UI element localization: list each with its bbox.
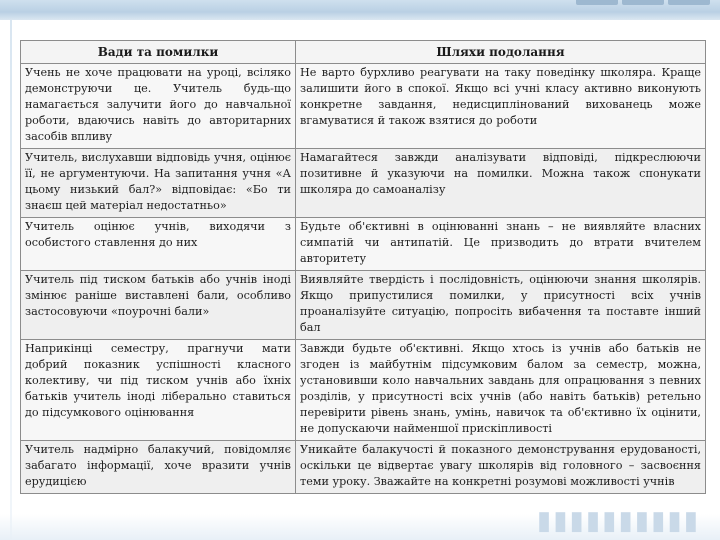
solution-cell: Не варто бурхливо реагувати на таку поведінку школяра. Краще залишити його в спокої. Якщо всі учні класу активно виконують конкретне завдання, недисциплінований вихованець може вгамуватися й також взятися до роботи — [296, 64, 706, 149]
top-decorative-tabs — [576, 0, 710, 5]
problem-cell: Учитель оцінює учнів, виходячи з особистого ставлення до них — [21, 218, 296, 271]
problem-cell: Учитель надмірно балакучий, повідомляє забагато інформації, хоче вразити учнів ерудицією — [21, 441, 296, 494]
top-decorative-band — [0, 0, 720, 20]
problem-cell: Наприкінці семестру, прагнучи мати добрий показник успішності класного колективу, чи під тиском учнів або їхніх батьків учитель іноді ліберально ставиться до підсумкового оцінювання — [21, 340, 296, 441]
table-header-row — [21, 41, 706, 64]
table-row — [21, 271, 706, 340]
decorative-tab — [668, 0, 710, 5]
decorative-tab — [576, 0, 618, 5]
problem-cell: Учитель, вислухавши відповідь учня, оцінює її, не аргументуючи. На запитання учня «А цьому низький бал?» відповідає: «Бо ти знаєш цей матеріал недостатньо» — [21, 149, 296, 218]
table-row — [21, 218, 706, 271]
solution-cell: Намагайтеся завжди аналізувати відповіді, підкреслюючи позитивне й указуючи на помилки. Можна також спонукати школяра до самоаналізу — [296, 149, 706, 218]
solution-cell: Будьте об'єктивні в оцінюванні знань – не виявляйте власних симпатій чи антипатій. Це призводить до втрати вчителем авторитету — [296, 218, 706, 271]
table-row — [21, 64, 706, 149]
left-decorative-rule — [10, 20, 12, 540]
table-row — [21, 441, 706, 494]
solution-cell: Виявляйте твердість і послідовність, оцінюючи знання школярів. Якщо припустилися помилки, у присутності всіх учнів проаналізуйте ситуацію, попросіть вибачення та поставте інший бал — [296, 271, 706, 340]
problem-cell: Учитель під тиском батьків або учнів іноді змінює раніше виставлені бали, особливо застосовуючи «поурочні бали» — [21, 271, 296, 340]
problem-cell: Учень не хоче працювати на уроці, всіляко демонструючи це. Учитель будь-що намагається залучити його до навчальної роботи, вдаючись навіть до авторитарних засобів впливу — [21, 64, 296, 149]
decorative-figures-pattern: ▮▮▮▮▮▮▮▮▮▮ — [536, 506, 700, 536]
solution-cell: Завжди будьте об'єктивні. Якщо хтось із учнів або батьків не згоден із майбутнім підсумковим балом за семестр, можна, установивши коло навчальних завдань для опрацювання з певних розділів, у присутності всіх учнів (або навіть батьків) ретельно перевірити рівень знань, умінь, навичок та об'єктивно їх оцінити, не допускаючи найменшої прискіпливості — [296, 340, 706, 441]
bottom-decorative-band — [0, 506, 720, 540]
solution-cell: Уникайте балакучості й показного демонстрування ерудованості, оскільки це відвертає увагу школярів від головного – засвоєння теми уроку. Зважайте на конкретні розумові можливості учнів — [296, 441, 706, 494]
table-row — [21, 149, 706, 218]
decorative-tab — [622, 0, 664, 5]
header-errors: Вади та помилки — [21, 41, 296, 64]
header-solutions: Шляхи подолання — [296, 41, 706, 64]
table-row — [21, 340, 706, 441]
errors-and-solutions-table — [20, 40, 706, 494]
